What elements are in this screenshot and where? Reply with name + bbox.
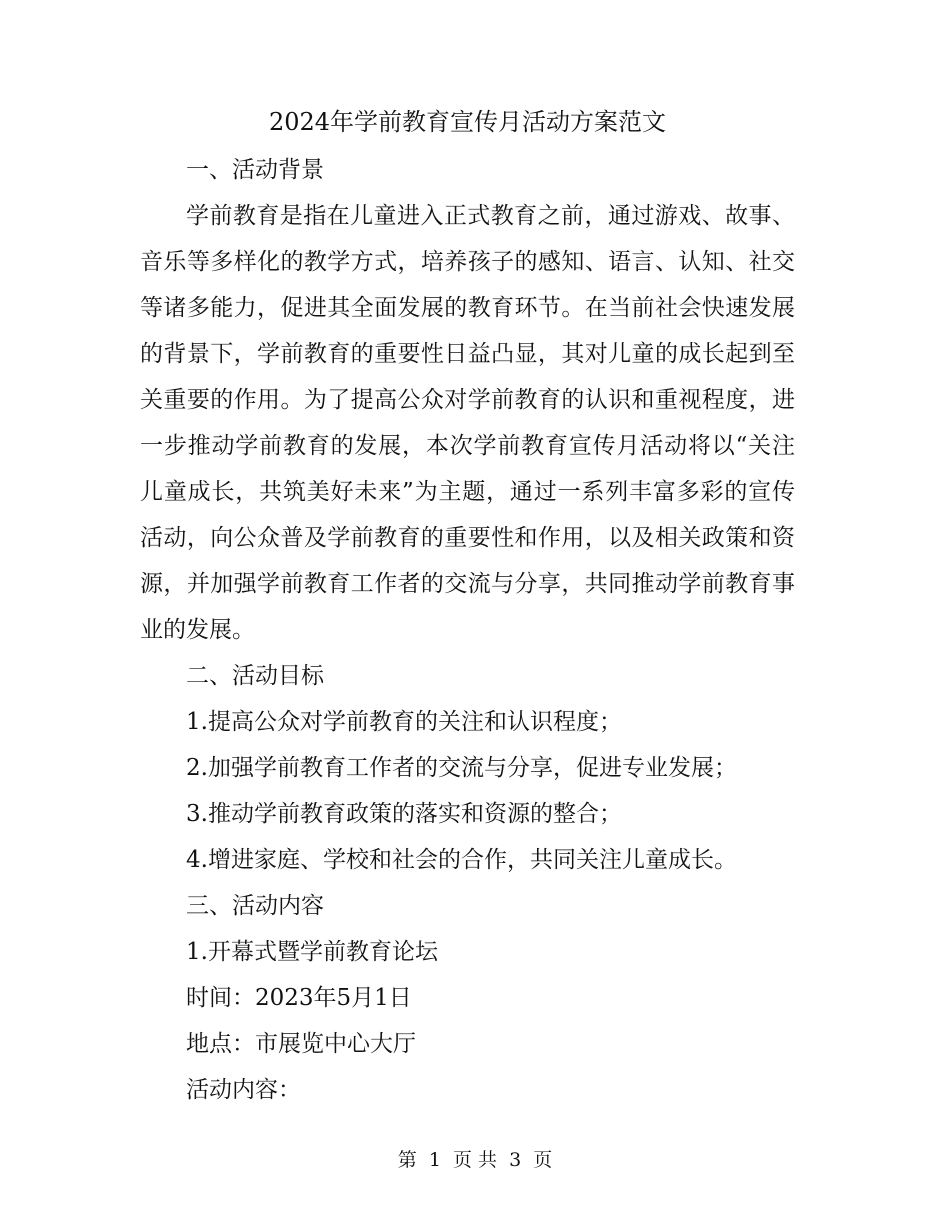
page-suffix: 页 xyxy=(533,1149,553,1171)
section-heading-content: 三、活动内容 xyxy=(186,893,324,919)
page-prefix: 第 xyxy=(397,1149,417,1171)
document-body xyxy=(140,147,795,1113)
document-title: 2024年学前教育宣传月活动方案范文 xyxy=(268,108,667,136)
page-mid: 页 共 xyxy=(452,1149,498,1171)
activity-content-label: 活动内容： xyxy=(186,1077,301,1103)
goal-item-4: 4.增进家庭、学校和社会的合作，共同关注儿童成长。 xyxy=(186,847,737,873)
page-total: 3 xyxy=(509,1149,522,1171)
section-heading-goals: 二、活动目标 xyxy=(186,663,324,689)
section-heading-background: 一、活动背景 xyxy=(186,157,324,183)
page-number: 1 xyxy=(428,1149,441,1171)
activity-item-title: 1.开幕式暨学前教育论坛 xyxy=(186,939,438,965)
activity-time: 时间：2023年5月1日 xyxy=(186,985,412,1011)
goal-item-3: 3.推动学前教育政策的落实和资源的整合； xyxy=(186,801,622,827)
goal-item-1: 1.提高公众对学前教育的关注和认识程度； xyxy=(186,709,622,735)
activity-place: 地点：市展览中心大厅 xyxy=(186,1031,416,1057)
goal-item-2: 2.加强学前教育工作者的交流与分享，促进专业发展； xyxy=(186,755,737,781)
background-paragraph: 学前教育是指在儿童进入正式教育之前，通过游戏、故事、音乐等多样化的教学方式，培养孩子的感知、语言、认知、社交等诸多能力，促进其全面发展的教育环节。在当前社会快速发展的背景下，学前教育的重要性日益凸显，其对儿童的成长起到至关重要的作用。为了提高公众对学前教育的认识和重视程度，进一步推动学前教育的发展，本次学前教育宣传月活动将以“关注儿童成长，共筑美好未来”为主题，通过一系列丰富多彩的宣传活动，向公众普及学前教育的重要性和作用，以及相关政策和资源，并加强学前教育工作者的交流与分享，共同推动学前教育事业的发展。 xyxy=(140,203,795,643)
page-footer xyxy=(0,1146,950,1174)
